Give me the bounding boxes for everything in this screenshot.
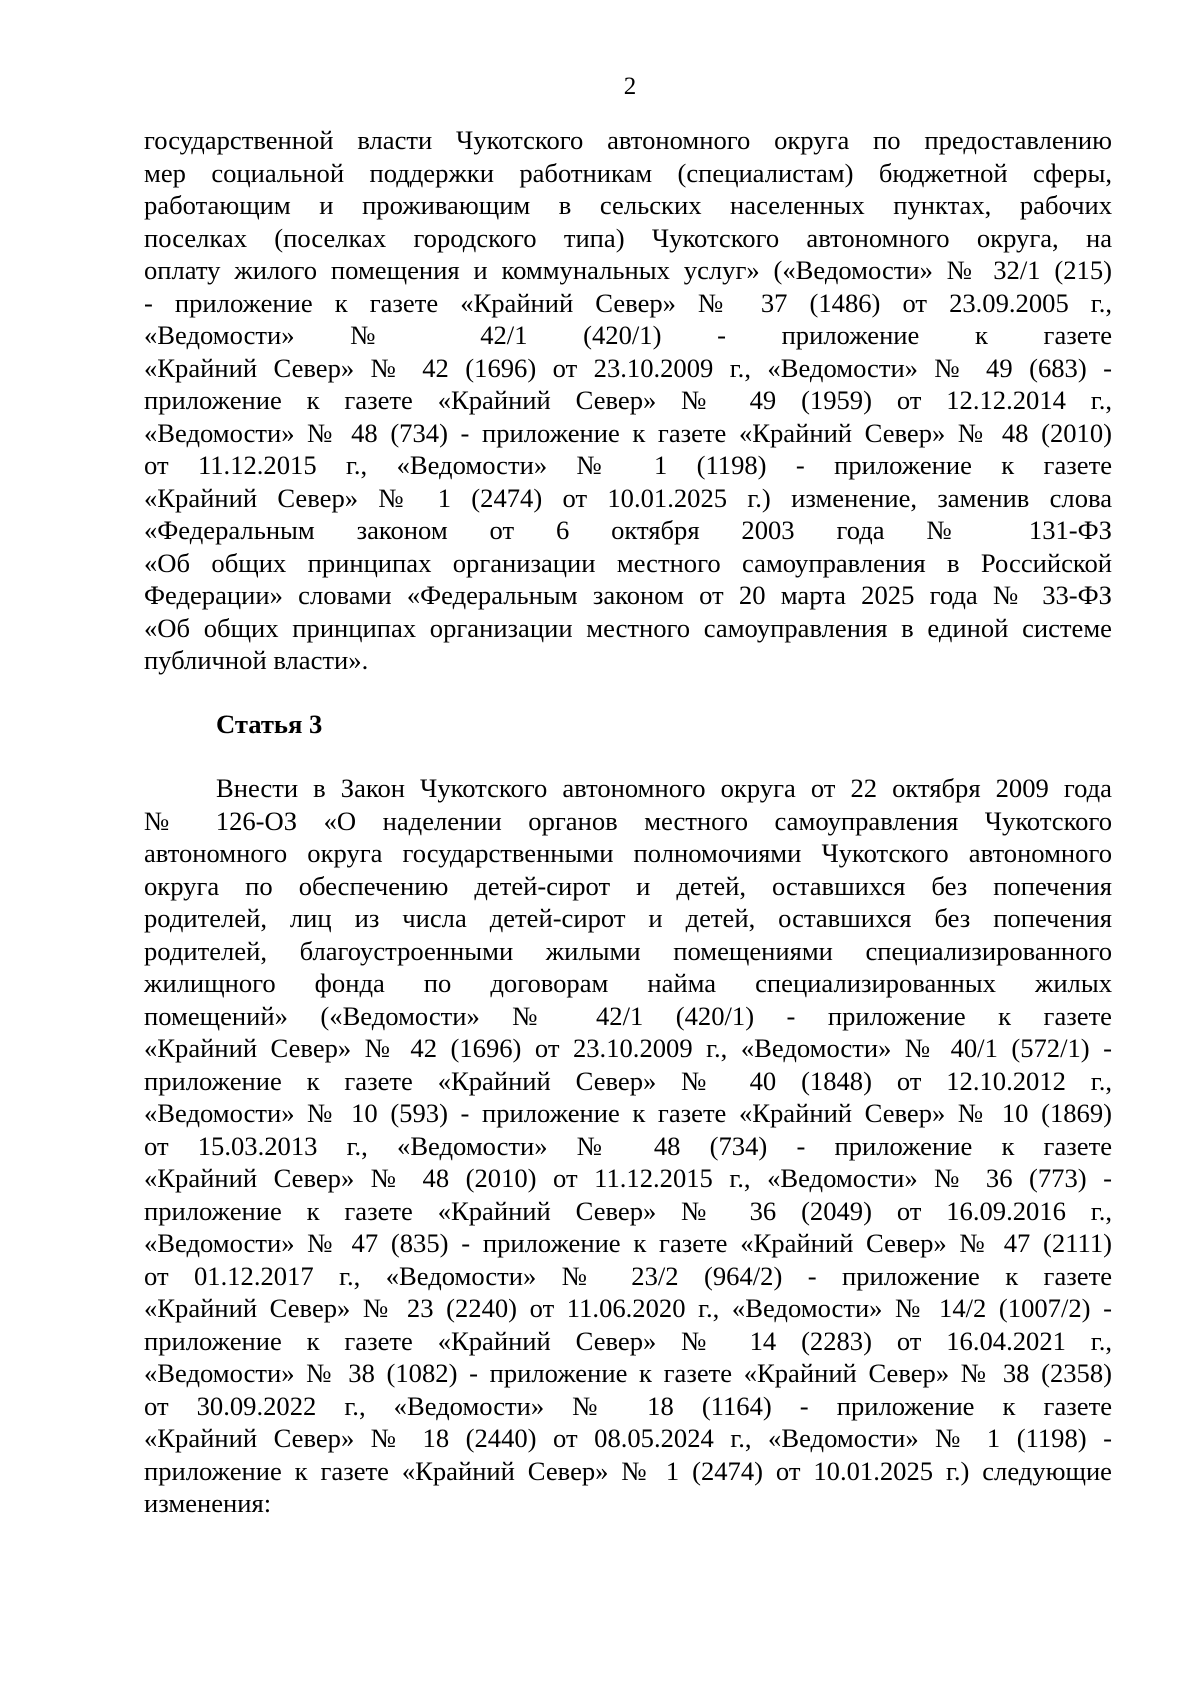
text-line: «Ведомости» № 48 (734) - приложение к газете «Крайний Север» № 48 (2010) xyxy=(144,417,1112,448)
text-line: жилищного фонда по договорам найма специализированных жилых xyxy=(144,968,1112,998)
text-line: «Крайний Север» № 1 (2474) от 10.01.2025 г.) изменение, заменив слова xyxy=(144,482,1112,513)
article-heading: Статья 3 xyxy=(216,709,323,739)
text-line: от 01.12.2017 г., «Ведомости» № 23/2 (964/2) - приложение к газете xyxy=(144,1260,1112,1291)
text-line: приложение к газете «Крайний Север» № 49 (1959) от 12.12.2014 г., xyxy=(144,385,1112,415)
text-line: Внести в Закон Чукотского автономного округа от 22 октября 2009 года xyxy=(216,773,1112,803)
page-number: 2 xyxy=(623,73,637,100)
text-line: оплату жилого помещения и коммунальных услуг» («Ведомости» № 32/1 (215) xyxy=(144,255,1112,285)
text-line: помещений» («Ведомости» № 42/1 (420/1) - приложение к газете xyxy=(144,1000,1112,1031)
text-line: «Крайний Север» № 42 (1696) от 23.10.2009 г., «Ведомости» № 49 (683) - xyxy=(144,352,1112,383)
text-line: родителей, благоустроенными жилыми помещениями специализированного xyxy=(144,935,1112,966)
text-line: приложение к газете «Крайний Север» № 40 (1848) от 12.10.2012 г., xyxy=(144,1065,1112,1096)
text-line: приложение к газете «Крайний Север» № 36 (2049) от 16.09.2016 г., xyxy=(144,1195,1112,1226)
text-line: Федерации» словами «Федеральным законом от 20 марта 2025 года № 33-ФЗ xyxy=(144,580,1112,610)
text-line: «Федеральным законом от 6 октября 2003 года № 131-ФЗ xyxy=(144,515,1112,545)
text-line: «Крайний Север» № 18 (2440) от 08.05.2024 г., «Ведомости» № 1 (1198) - xyxy=(144,1423,1112,1453)
text-line: - приложение к газете «Крайний Север» № 37 (1486) от 23.09.2005 г., xyxy=(144,287,1112,318)
text-line: «Ведомости» № 42/1 (420/1) - приложение к газете xyxy=(144,320,1112,350)
text-line: мер социальной поддержки работникам (специалистам) бюджетной сферы, xyxy=(144,157,1112,188)
text-line: «Ведомости» № 38 (1082) - приложение к газете «Крайний Север» № 38 (2358) xyxy=(144,1358,1112,1388)
text-line: «Об общих принципах организации местного самоуправления в Российской xyxy=(144,547,1112,578)
text-line: «Крайний Север» № 23 (2240) от 11.06.2020 г., «Ведомости» № 14/2 (1007/2) - xyxy=(144,1293,1112,1323)
text-line: «Крайний Север» № 42 (1696) от 23.10.2009 г., «Ведомости» № 40/1 (572/1) - xyxy=(144,1033,1112,1063)
text-line: родителей, лиц из числа детей-сирот и детей, оставшихся без попечения xyxy=(144,903,1112,933)
article-3-body xyxy=(144,772,1112,1520)
text-line: приложение к газете «Крайний Север» № 1 (2474) от 10.01.2025 г.) следующие xyxy=(144,1455,1112,1486)
text-line: от 15.03.2013 г., «Ведомости» № 48 (734) - приложение к газете xyxy=(144,1130,1112,1161)
text-line: № 126-ОЗ «О наделении органов местного самоуправления Чукотского xyxy=(144,805,1112,836)
text-line: автономного округа государственными полномочиями Чукотского автономного xyxy=(144,838,1112,868)
text-line: публичной власти». xyxy=(144,645,369,675)
paragraph-continuation xyxy=(144,124,1112,677)
text-line: от 11.12.2015 г., «Ведомости» № 1 (1198) - приложение к газете xyxy=(144,450,1112,480)
text-line: округа по обеспечению детей-сирот и детей, оставшихся без попечения xyxy=(144,870,1112,901)
text-line: «Крайний Север» № 48 (2010) от 11.12.2015 г., «Ведомости» № 36 (773) - xyxy=(144,1163,1112,1193)
text-line: «Ведомости» № 10 (593) - приложение к газете «Крайний Север» № 10 (1869) xyxy=(144,1098,1112,1128)
text-line: изменения: xyxy=(144,1488,272,1518)
text-line: «Ведомости» № 47 (835) - приложение к газете «Крайний Север» № 47 (2111) xyxy=(144,1228,1112,1258)
text-line: приложение к газете «Крайний Север» № 14 (2283) от 16.04.2021 г., xyxy=(144,1325,1112,1356)
text-line: государственной власти Чукотского автономного округа по предоставлению xyxy=(144,125,1112,155)
text-line: поселках (поселках городского типа) Чукотского автономного округа, на xyxy=(144,222,1112,253)
text-line: от 30.09.2022 г., «Ведомости» № 18 (1164) - приложение к газете xyxy=(144,1390,1112,1421)
text-line: работающим и проживающим в сельских населенных пунктах, рабочих xyxy=(144,190,1112,220)
text-line: «Об общих принципах организации местного самоуправления в единой системе xyxy=(144,612,1112,643)
